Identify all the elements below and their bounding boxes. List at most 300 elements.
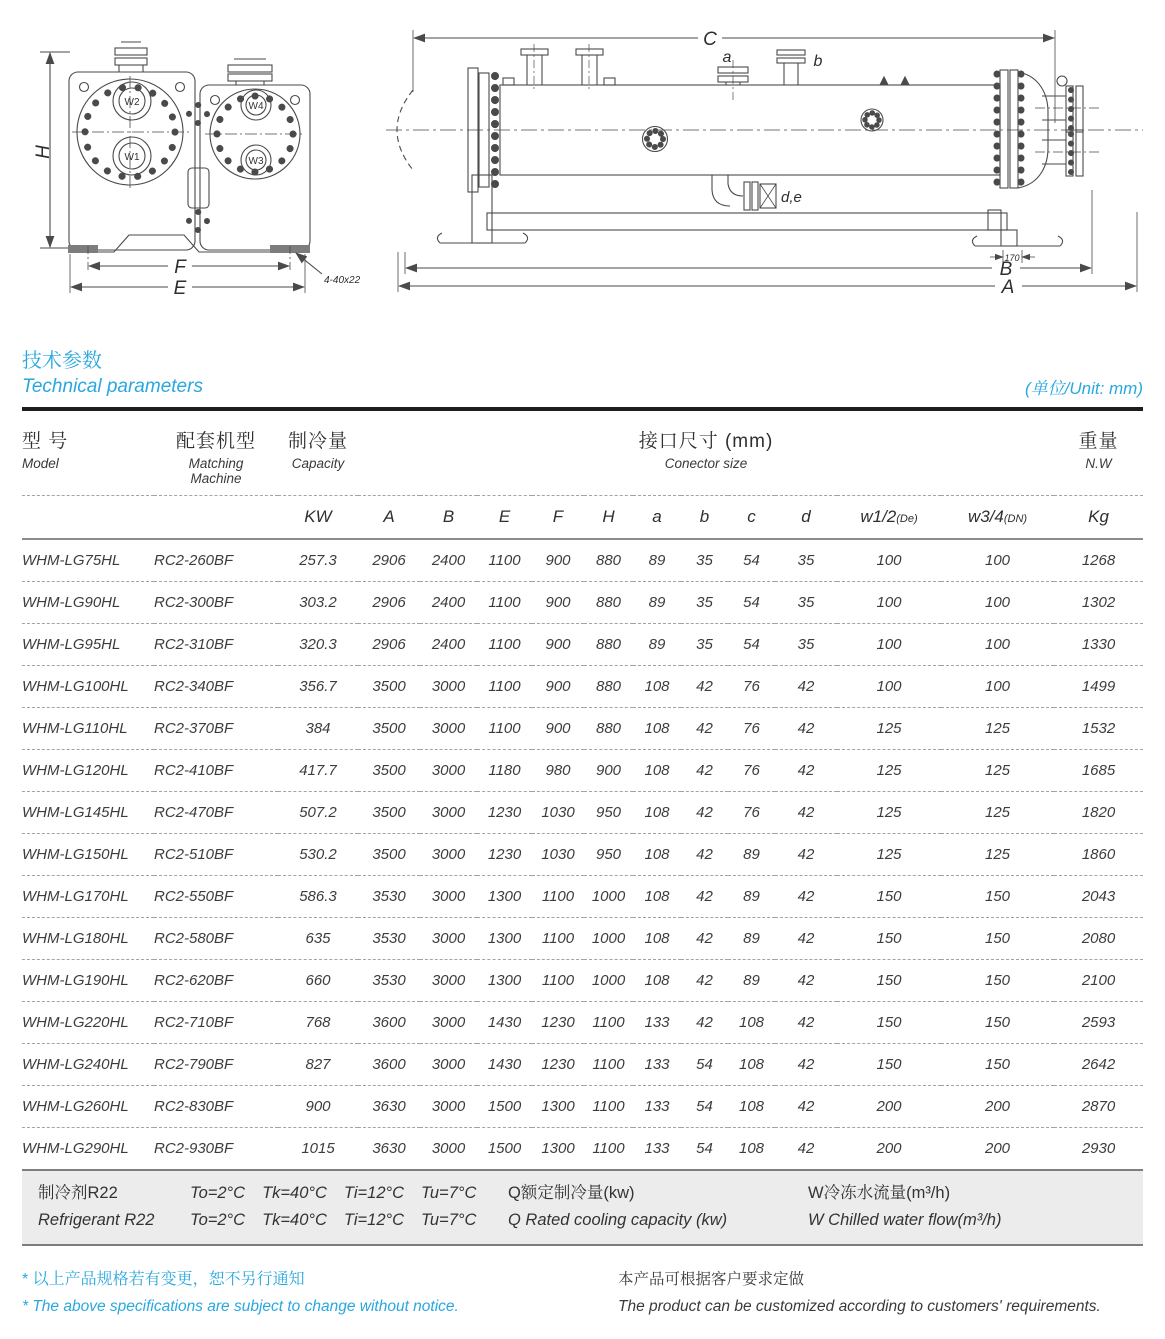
value-cell: 150: [876, 1014, 902, 1031]
table-row: [22, 1086, 1143, 1128]
capacity-header-en: Capacity: [291, 456, 345, 471]
machine-cell: RC2-340BF: [154, 678, 234, 695]
value-cell: 125: [876, 762, 902, 779]
w-definition-zh: W冷冻水流量(m³/h): [808, 1184, 951, 1202]
value-cell: 150: [876, 888, 902, 905]
value-cell: 635: [305, 930, 331, 947]
value-cell: 1500: [487, 1098, 522, 1115]
value-cell: 1100: [592, 1056, 625, 1073]
dim-e-label: E: [173, 278, 187, 299]
value-cell: 108: [644, 678, 670, 695]
value-cell: 35: [696, 552, 713, 569]
value-cell: 3000: [431, 1140, 466, 1157]
subheader-cell: [477, 496, 532, 540]
value-cell: 42: [797, 888, 815, 905]
subheader-row: [22, 496, 1143, 540]
port-w1-label: W1: [124, 152, 140, 163]
value-cell: 1100: [592, 1098, 625, 1115]
dim-b-label: B: [999, 259, 1013, 280]
value-cell: 89: [648, 636, 666, 653]
value-cell: 89: [648, 552, 666, 569]
spec-table-body: [22, 539, 1143, 1170]
dim-h-label: H: [33, 145, 54, 159]
weight-header-en: N.W: [1085, 456, 1112, 471]
value-cell: 3530: [372, 888, 406, 905]
col-header-capacity: [278, 409, 358, 496]
value-cell: 3600: [372, 1056, 406, 1073]
model-cell: WHM-LG90HL: [22, 594, 121, 611]
value-cell: 2080: [1081, 930, 1116, 947]
connector-header-zh: 接口尺寸 (mm): [638, 431, 774, 452]
value-cell: 1430: [487, 1014, 522, 1031]
value-cell: 900: [545, 636, 571, 653]
value-cell: 89: [648, 594, 666, 611]
value-cell: 54: [743, 594, 760, 611]
machine-cell: RC2-580BF: [154, 930, 234, 947]
subheader-blank: [154, 496, 278, 540]
machine-cell: RC2-300BF: [154, 594, 234, 611]
machine-header-en: Matching Machine: [188, 456, 244, 486]
value-cell: 2870: [1081, 1098, 1116, 1115]
value-cell: 133: [644, 1140, 670, 1157]
value-cell: 3000: [431, 888, 466, 905]
value-cell: 35: [797, 594, 815, 611]
value-cell: 1860: [1081, 846, 1116, 863]
value-cell: 108: [644, 888, 670, 905]
value-cell: 3000: [431, 804, 466, 821]
value-cell: 1230: [541, 1014, 575, 1031]
value-cell: 1500: [487, 1140, 522, 1157]
value-cell: 3000: [431, 1056, 466, 1073]
value-cell: 1820: [1081, 804, 1116, 821]
value-cell: 89: [743, 846, 760, 863]
subheader-cell: [775, 496, 837, 540]
value-cell: 3500: [372, 804, 406, 821]
model-header-en: Model: [22, 456, 59, 471]
subheader-label: c: [747, 507, 756, 526]
value-cell: 900: [545, 594, 571, 611]
subheader-cell: [837, 496, 941, 540]
value-cell: 900: [595, 762, 622, 779]
subheader-cell: [1054, 496, 1143, 540]
value-cell: 950: [595, 846, 622, 863]
col-header-model: [22, 409, 154, 496]
machine-cell: RC2-310BF: [154, 636, 234, 653]
value-cell: 150: [984, 930, 1011, 947]
model-header-zh: 型 号: [22, 431, 69, 452]
value-cell: 1000: [591, 888, 626, 905]
value-cell: 2906: [372, 636, 406, 653]
spec-table: [22, 407, 1143, 1171]
value-cell: 108: [644, 804, 670, 821]
value-cell: 1330: [1081, 636, 1116, 653]
table-row: [22, 750, 1143, 792]
value-cell: 150: [876, 930, 902, 947]
value-cell: 35: [696, 636, 713, 653]
value-cell: 1100: [541, 888, 575, 905]
bolt-note-label: 4-40x22: [324, 275, 361, 286]
value-cell: 2100: [1081, 972, 1116, 989]
value-cell: 76: [743, 804, 760, 821]
machine-cell: RC2-830BF: [154, 1098, 234, 1115]
section-header: [22, 348, 1143, 399]
subheader-label: F: [552, 507, 564, 526]
value-cell: 100: [876, 594, 902, 611]
value-cell: 1100: [488, 594, 521, 611]
value-cell: 3000: [431, 720, 466, 737]
model-cell: WHM-LG120HL: [22, 762, 129, 779]
value-cell: 150: [984, 888, 1011, 905]
value-cell: 108: [738, 1098, 765, 1115]
value-cell: 150: [984, 972, 1011, 989]
temp-tu: Tu=7°C: [421, 1184, 477, 1202]
conditions-box: [22, 1171, 1143, 1246]
value-cell: 42: [797, 1098, 815, 1115]
value-cell: 42: [797, 846, 815, 863]
value-cell: 1685: [1081, 762, 1116, 779]
value-cell: 42: [797, 930, 815, 947]
value-cell: 200: [876, 1140, 902, 1157]
value-cell: 200: [984, 1140, 1011, 1157]
value-cell: 42: [696, 678, 713, 695]
subheader-sublabel: (DN): [1003, 513, 1028, 525]
value-cell: 125: [876, 804, 902, 821]
model-cell: WHM-LG100HL: [22, 678, 129, 695]
value-cell: 1100: [592, 1014, 625, 1031]
value-cell: 89: [743, 930, 760, 947]
value-cell: 2642: [1081, 1056, 1116, 1073]
value-cell: 100: [876, 552, 902, 569]
value-cell: 880: [595, 594, 622, 611]
value-cell: 1030: [541, 804, 575, 821]
table-row: [22, 708, 1143, 750]
model-cell: WHM-LG150HL: [22, 846, 129, 863]
value-cell: 303.2: [299, 594, 337, 611]
section-title-zh: 技术参数: [22, 350, 102, 372]
value-cell: 108: [738, 1056, 765, 1073]
value-cell: 100: [876, 678, 902, 695]
value-cell: 900: [545, 678, 571, 695]
value-cell: 89: [743, 972, 760, 989]
value-cell: 1300: [487, 930, 522, 947]
machine-cell: RC2-790BF: [154, 1056, 234, 1073]
value-cell: 150: [876, 972, 902, 989]
value-cell: 3500: [372, 762, 406, 779]
value-cell: 42: [696, 1014, 713, 1031]
value-cell: 880: [595, 636, 622, 653]
value-cell: 150: [876, 1056, 902, 1073]
value-cell: 108: [644, 762, 670, 779]
technical-drawings: [0, 0, 1165, 322]
machine-cell: RC2-930BF: [154, 1140, 234, 1157]
value-cell: 3000: [431, 762, 466, 779]
unit-note: (单位/Unit: mm): [1024, 379, 1143, 398]
subheader-label: B: [442, 507, 455, 526]
model-cell: WHM-LG220HL: [22, 1014, 129, 1031]
value-cell: 900: [545, 720, 571, 737]
group-header-row: [22, 409, 1143, 496]
value-cell: 586.3: [299, 888, 337, 905]
dim-f-label: F: [174, 257, 186, 278]
value-cell: 2400: [431, 552, 466, 569]
value-cell: 1300: [541, 1140, 575, 1157]
model-cell: WHM-LG95HL: [22, 636, 121, 653]
value-cell: 42: [797, 804, 815, 821]
value-cell: 1230: [541, 1056, 575, 1073]
value-cell: 76: [743, 678, 760, 695]
value-cell: 950: [595, 804, 622, 821]
value-cell: 108: [738, 1014, 765, 1031]
value-cell: 42: [797, 678, 815, 695]
value-cell: 133: [644, 1014, 670, 1031]
temp-to: To=2°C: [190, 1211, 246, 1229]
value-cell: 3000: [431, 930, 466, 947]
connector-header-en: Conector size: [664, 456, 748, 471]
table-row: [22, 834, 1143, 876]
table-row: [22, 960, 1143, 1002]
value-cell: 35: [797, 636, 815, 653]
value-cell: 660: [305, 972, 331, 989]
value-cell: 125: [984, 762, 1011, 779]
value-cell: 3530: [372, 930, 406, 947]
bottom-notes: [22, 1266, 1143, 1320]
temp-tu: Tu=7°C: [421, 1211, 477, 1229]
table-row: [22, 792, 1143, 834]
machine-header-zh: 配套机型: [175, 431, 256, 452]
value-cell: 1300: [541, 1098, 575, 1115]
value-cell: 100: [984, 678, 1011, 695]
machine-cell: RC2-510BF: [154, 846, 234, 863]
model-cell: WHM-LG290HL: [22, 1140, 129, 1157]
model-cell: WHM-LG260HL: [22, 1098, 129, 1115]
value-cell: 2593: [1081, 1014, 1116, 1031]
value-cell: 356.7: [299, 678, 337, 695]
value-cell: 900: [305, 1098, 331, 1115]
value-cell: 42: [797, 972, 815, 989]
value-cell: 1000: [591, 930, 626, 947]
value-cell: 3000: [431, 1014, 466, 1031]
conditions-temps-en: [190, 1207, 508, 1234]
value-cell: 3630: [372, 1098, 406, 1115]
value-cell: 42: [696, 930, 713, 947]
value-cell: 150: [984, 1056, 1011, 1073]
value-cell: 1300: [487, 972, 522, 989]
machine-cell: RC2-620BF: [154, 972, 234, 989]
value-cell: 3630: [372, 1140, 406, 1157]
value-cell: 54: [696, 1140, 713, 1157]
subheader-label: KW: [304, 507, 332, 526]
machine-cell: RC2-710BF: [154, 1014, 234, 1031]
value-cell: 2400: [431, 594, 466, 611]
value-cell: 1100: [488, 720, 521, 737]
value-cell: 100: [984, 636, 1011, 653]
value-cell: 3500: [372, 720, 406, 737]
value-cell: 1532: [1081, 720, 1116, 737]
value-cell: 1230: [487, 804, 522, 821]
value-cell: 3000: [431, 1098, 466, 1115]
col-header-connector: [358, 409, 1054, 496]
model-cell: WHM-LG190HL: [22, 972, 129, 989]
port-w4-label: W4: [248, 101, 264, 112]
value-cell: 42: [696, 972, 713, 989]
value-cell: 2400: [431, 636, 466, 653]
machine-cell: RC2-470BF: [154, 804, 234, 821]
value-cell: 108: [738, 1140, 765, 1157]
value-cell: 100: [984, 594, 1011, 611]
value-cell: 100: [984, 552, 1011, 569]
value-cell: 42: [797, 762, 815, 779]
subheader-cell: [584, 496, 633, 540]
value-cell: 1430: [487, 1056, 522, 1073]
value-cell: 1100: [488, 678, 521, 695]
value-cell: 3600: [372, 1014, 406, 1031]
value-cell: 108: [644, 846, 670, 863]
table-row: [22, 582, 1143, 624]
value-cell: 125: [984, 846, 1011, 863]
value-cell: 1268: [1081, 552, 1116, 569]
change-notice-zh: * 以上产品规格若有变更，恕不另行通知: [22, 1271, 305, 1288]
machine-cell: RC2-260BF: [154, 552, 234, 569]
value-cell: 3500: [372, 678, 406, 695]
subheader-label: w3/4: [967, 507, 1004, 526]
value-cell: 35: [797, 552, 815, 569]
value-cell: 2043: [1081, 888, 1116, 905]
value-cell: 320.3: [299, 636, 337, 653]
model-cell: WHM-LG170HL: [22, 888, 129, 905]
value-cell: 1302: [1081, 594, 1116, 611]
table-row: [22, 876, 1143, 918]
subheader-label: b: [699, 507, 710, 526]
temp-ti: Ti=12°C: [343, 1211, 405, 1229]
subheader-cell: [358, 496, 420, 540]
value-cell: 54: [743, 636, 760, 653]
port-w3-label: W3: [248, 156, 264, 167]
value-cell: 133: [644, 1098, 670, 1115]
nozzle-de-label: d,e: [781, 189, 802, 206]
value-cell: 1300: [487, 888, 522, 905]
value-cell: 1100: [541, 930, 575, 947]
col-header-weight: [1054, 409, 1143, 496]
value-cell: 2930: [1081, 1140, 1116, 1157]
refrigerant-label-zh: 制冷剂R22: [38, 1184, 118, 1202]
end-view-drawing: [18, 20, 363, 305]
value-cell: 1230: [487, 846, 522, 863]
value-cell: 89: [743, 888, 760, 905]
table-row: [22, 666, 1143, 708]
value-cell: 108: [644, 930, 670, 947]
value-cell: 3000: [431, 678, 466, 695]
col-header-machine: [154, 409, 278, 496]
value-cell: 1100: [541, 972, 575, 989]
value-cell: 3000: [431, 972, 466, 989]
value-cell: 54: [696, 1056, 713, 1073]
value-cell: 42: [696, 720, 713, 737]
value-cell: 980: [545, 762, 571, 779]
dim-a-label: A: [1001, 277, 1015, 298]
value-cell: 150: [984, 1014, 1011, 1031]
subheader-cell: [278, 496, 358, 540]
conditions-row-zh: [22, 1180, 1143, 1207]
value-cell: 100: [876, 636, 902, 653]
value-cell: 2906: [372, 552, 406, 569]
value-cell: 42: [696, 888, 713, 905]
value-cell: 200: [984, 1098, 1011, 1115]
value-cell: 3000: [431, 846, 466, 863]
value-cell: 384: [305, 720, 331, 737]
value-cell: 125: [876, 846, 902, 863]
value-cell: 42: [797, 1056, 815, 1073]
model-cell: WHM-LG180HL: [22, 930, 129, 947]
model-cell: WHM-LG145HL: [22, 804, 129, 821]
weight-header-zh: 重量: [1078, 431, 1119, 452]
value-cell: 2906: [372, 594, 406, 611]
value-cell: 125: [984, 720, 1011, 737]
value-cell: 3530: [372, 972, 406, 989]
value-cell: 1100: [488, 552, 521, 569]
port-w2-label: W2: [124, 97, 140, 108]
temp-tk: Tk=40°C: [262, 1184, 327, 1202]
subheader-cell: [633, 496, 681, 540]
value-cell: 1000: [591, 972, 626, 989]
nozzle-a-label: a: [722, 49, 732, 66]
value-cell: 42: [696, 846, 713, 863]
value-cell: 1030: [541, 846, 575, 863]
q-definition-en: Q Rated cooling capacity (kw): [508, 1211, 728, 1229]
nozzle-b-label: b: [813, 53, 823, 70]
subheader-label: H: [602, 507, 615, 526]
q-definition-zh: Q额定制冷量(kw): [508, 1184, 635, 1202]
value-cell: 108: [644, 972, 670, 989]
model-cell: WHM-LG110HL: [22, 720, 128, 737]
temp-tk: Tk=40°C: [262, 1211, 327, 1229]
table-row: [22, 918, 1143, 960]
value-cell: 1015: [301, 1140, 335, 1157]
table-row: [22, 539, 1143, 582]
value-cell: 76: [743, 762, 760, 779]
conditions-temps-zh: [190, 1180, 508, 1207]
capacity-header-zh: 制冷量: [287, 431, 348, 452]
subheader-cell: [941, 496, 1054, 540]
subheader-blank: [22, 496, 154, 540]
value-cell: 54: [743, 552, 760, 569]
value-cell: 133: [644, 1056, 670, 1073]
value-cell: 880: [595, 720, 622, 737]
value-cell: 54: [696, 1098, 713, 1115]
w-definition-en: W Chilled water flow(m³/h): [808, 1211, 1002, 1229]
customization-note-en: The product can be customized according to customers' requirements.: [618, 1298, 1101, 1315]
value-cell: 200: [876, 1098, 902, 1115]
value-cell: 768: [305, 1014, 331, 1031]
subheader-cell: [681, 496, 728, 540]
subheader-label: E: [498, 507, 511, 526]
value-cell: 417.7: [299, 762, 337, 779]
customization-note-zh: 本产品可根据客户要求定做: [618, 1271, 805, 1288]
subheader-label: a: [652, 507, 662, 526]
subheader-label: w1/2: [860, 507, 897, 526]
change-notice: [22, 1266, 618, 1320]
value-cell: 125: [984, 804, 1011, 821]
support-dim-label: 170: [1004, 253, 1020, 263]
machine-cell: RC2-370BF: [154, 720, 234, 737]
subheader-sublabel: (De): [896, 513, 918, 525]
subheader-cell: [728, 496, 775, 540]
subheader-label: d: [801, 507, 811, 526]
section-title-en: Technical parameters: [22, 376, 203, 397]
subheader-label: A: [383, 507, 395, 526]
conditions-row-en: [22, 1207, 1143, 1234]
model-cell: WHM-LG240HL: [22, 1056, 129, 1073]
temp-to: To=2°C: [190, 1184, 246, 1202]
